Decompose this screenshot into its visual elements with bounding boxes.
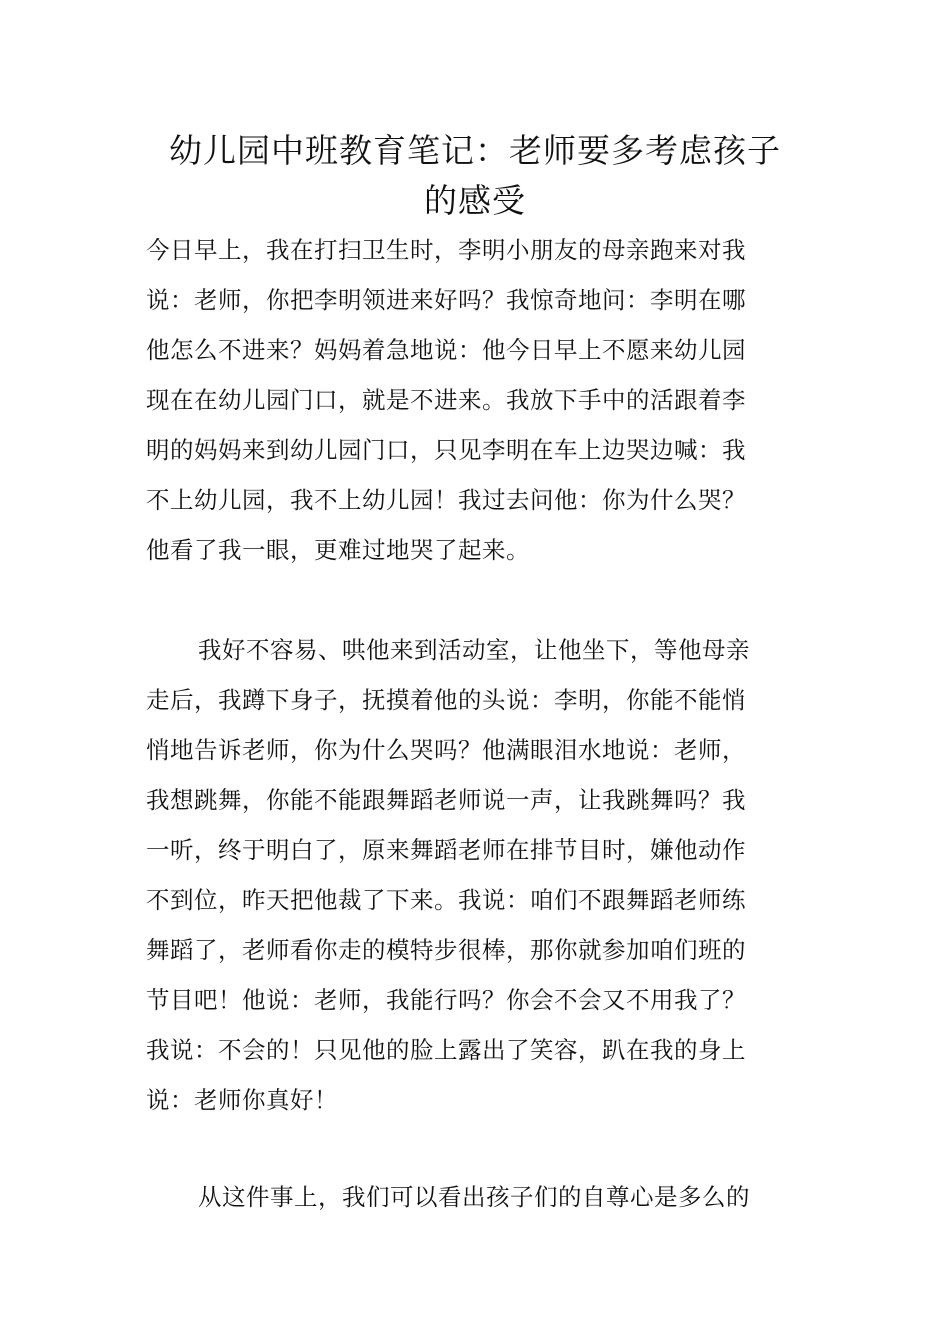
text-line: 他看了我一眼，更难过地哭了起来。: [146, 536, 530, 564]
text-line: 从这件事上，我们可以看出孩子们的自尊心是多么的: [198, 1183, 750, 1211]
text-line: 走后，我蹲下身子，抚摸着他的头说：李明，你能不能悄: [146, 686, 746, 714]
text-line: 节目吧！他说：老师，我能行吗？你会不会又不用我了？: [146, 986, 746, 1014]
text-line: 一听，终于明白了，原来舞蹈老师在排节目时，嫌他动作: [146, 836, 746, 864]
title-line: 幼儿园中班教育笔记：老师要多考虑孩子: [169, 131, 781, 170]
text-line: 明的妈妈来到幼儿园门口，只见李明在车上边哭边喊：我: [146, 436, 746, 464]
text-line: 舞蹈了，老师看你走的模特步很棒，那你就参加咱们班的: [146, 936, 746, 964]
body-paragraph: [146, 1172, 811, 1222]
text-line: 不上幼儿园，我不上幼儿园！我过去问他：你为什么哭？: [146, 486, 746, 514]
text-line: 说：老师，你把李明领进来好吗？我惊奇地问：李明在哪: [146, 286, 746, 314]
text-line: 悄地告诉老师，你为什么哭吗？他满眼泪水地说：老师，: [146, 736, 746, 764]
text-line: 他怎么不进来？妈妈着急地说：他今日早上不愿来幼儿园: [146, 336, 746, 364]
text-line: 我说：不会的！只见他的脸上露出了笑容，趴在我的身上: [146, 1036, 746, 1064]
text-line: 不到位，昨天把他裁了下来。我说：咱们不跟舞蹈老师练: [146, 886, 746, 914]
document-title: [140, 126, 810, 226]
text-line: 今日早上，我在打扫卫生时，李明小朋友的母亲跑来对我: [146, 236, 746, 264]
body-paragraph: [146, 225, 811, 575]
text-line: 现在在幼儿园门口，就是不进来。我放下手中的活跟着李: [146, 386, 746, 414]
text-line: 我好不容易、哄他来到活动室，让他坐下，等他母亲: [198, 636, 750, 664]
text-line: 我想跳舞，你能不能跟舞蹈老师说一声，让我跳舞吗？我: [146, 786, 746, 814]
text-line: 说：老师你真好！: [146, 1086, 338, 1114]
title-line: 的感受: [424, 181, 526, 220]
body-paragraph: [146, 625, 811, 1125]
